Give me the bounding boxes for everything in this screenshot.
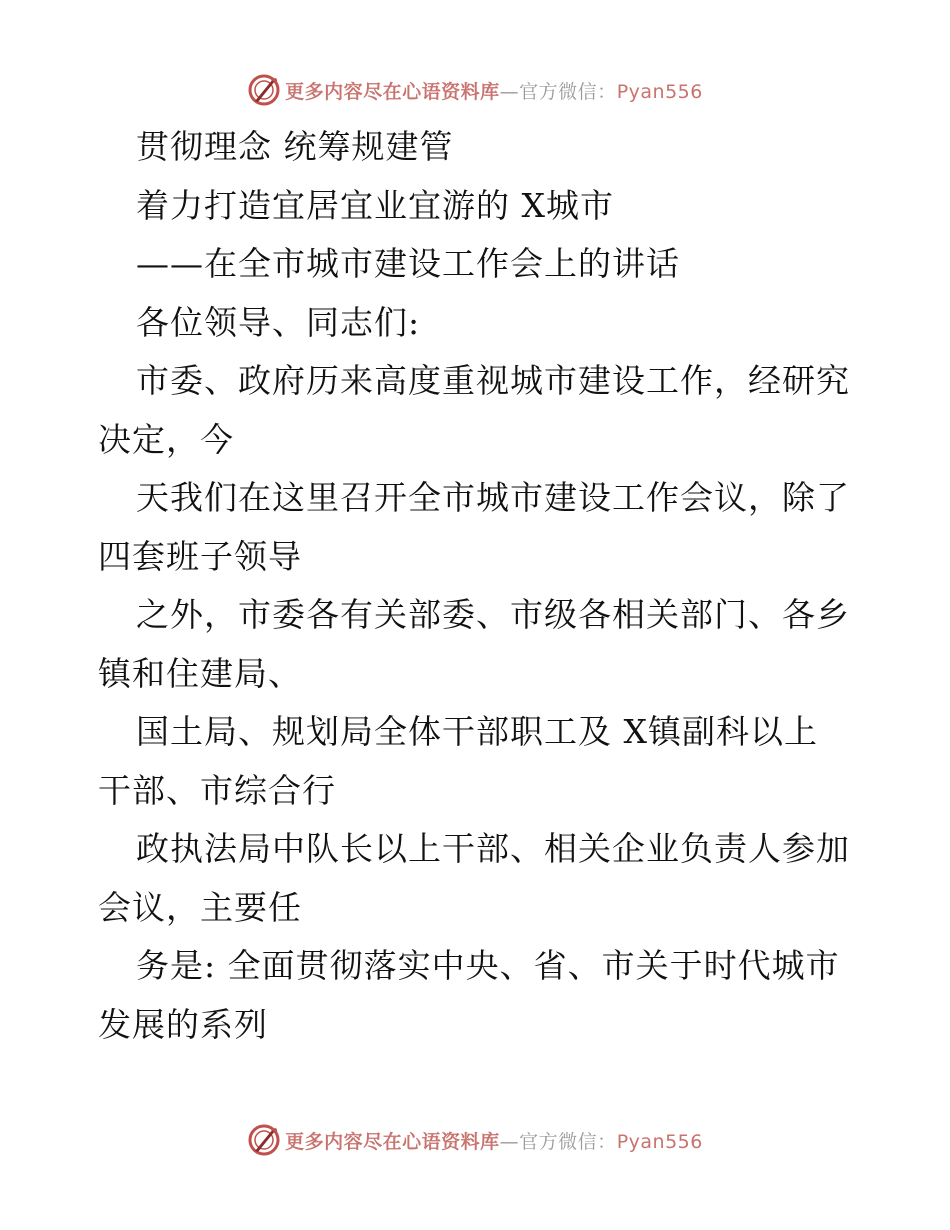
text-line: 市委、政府历来高度重视城市建设工作，经研究 — [136, 361, 850, 400]
text-line: 政执法局中队长以上干部、相关企业负责人参加 — [136, 829, 850, 868]
document-body — [98, 118, 858, 1054]
watermark-official-label: 官方微信： — [519, 80, 617, 103]
text-line: 会议，主要任 — [98, 887, 302, 927]
watermark-dash: — — [499, 80, 520, 103]
text-line: 务是: 全面贯彻落实中央、省、市关于时代城市 — [136, 946, 840, 985]
text-line: 四套班子领导 — [98, 536, 302, 576]
watermark-dash: — — [499, 1130, 520, 1153]
text-line: 决定，今 — [98, 419, 234, 459]
text-line: 干部、市综合行 — [98, 770, 336, 810]
watermark-wechat-id: Pyan556 — [616, 80, 703, 103]
footer-watermark — [0, 1118, 950, 1162]
text-line: 着力打造宜居宜业宜游的 X城市 — [136, 185, 614, 225]
watermark-brand: 更多内容尽在心语资料库 — [285, 80, 500, 103]
text-line: 发展的系列 — [98, 1004, 268, 1044]
watermark-wechat-id: Pyan556 — [616, 1130, 703, 1153]
quill-logo-icon — [247, 1123, 281, 1157]
quill-logo-icon — [247, 73, 281, 107]
watermark-text — [285, 1127, 703, 1154]
watermark-brand: 更多内容尽在心语资料库 — [285, 1130, 500, 1153]
text-line: 贯彻理念 统筹规建管 — [136, 127, 454, 166]
text-line: ——在全市城市建设工作会上的讲话 — [136, 244, 680, 283]
text-line: 之外，市委各有关部委、市级各相关部门、各乡 — [136, 595, 850, 634]
text-line: 各位领导、同志们: — [136, 302, 421, 342]
text-line: 天我们在这里召开全市城市建设工作会议，除了 — [136, 478, 850, 517]
text-line: 国土局、规划局全体干部职工及 X镇副科以上 — [136, 712, 818, 751]
header-watermark — [0, 68, 950, 112]
watermark-official-label: 官方微信： — [519, 1130, 617, 1153]
watermark-text — [285, 77, 703, 104]
text-line: 镇和住建局、 — [98, 653, 302, 693]
